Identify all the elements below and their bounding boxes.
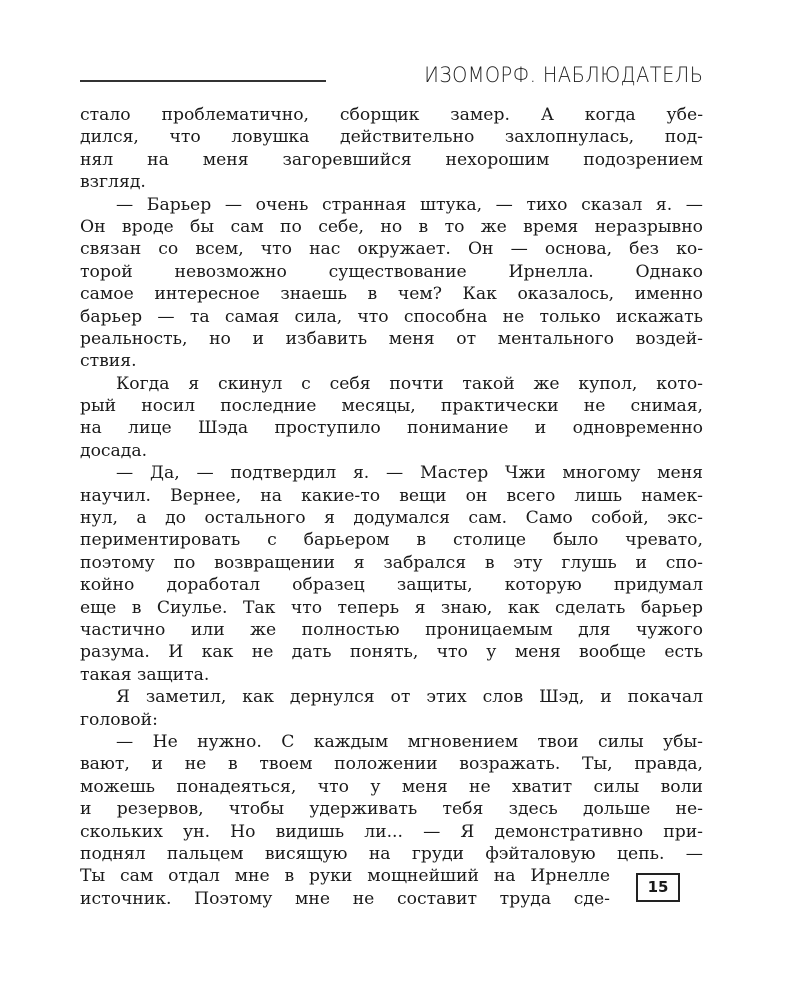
text-line: нял на меня загоревшийся нехорошим подозрением <box>80 149 703 170</box>
text-line: головой: <box>80 709 158 730</box>
text-line: самое интересное знаешь в чем? Как оказалось, именно <box>80 284 703 305</box>
text-line: реальность, но и избавить меня от ментального воздей- <box>80 328 703 349</box>
text-line: дился, что ловушка действительно захлопнулась, под- <box>80 127 703 148</box>
text-line: связан со всем, что нас окружает. Он — основа, без ко- <box>80 239 703 260</box>
text-line: источник. Поэтому мне не составит труда сде- <box>80 888 610 909</box>
text-line: Ты сам отдал мне в руки мощнейший на Ирнелле <box>80 866 610 887</box>
text-line: такая защита. <box>80 664 210 685</box>
text-line: — Барьер — очень странная штука, — тихо сказал я. — <box>116 194 703 215</box>
text-line: поднял пальцем висящую на груди фэйталовую цепь. — <box>80 843 703 864</box>
text-line: Он вроде бы сам по себе, но в то же время неразрывно <box>80 216 703 237</box>
text-line: поэтому по возвращении я забрался в эту глушь и спо- <box>80 552 703 573</box>
text-line: скольких ун. Но видишь ли... — Я демонстративно при- <box>80 821 703 842</box>
text-line: частично или же полностью проницаемым для чужого <box>80 619 703 640</box>
text-line: стало проблематично, сборщик замер. А когда убе- <box>80 105 703 125</box>
text-line: и резервов, чтобы удерживать тебя здесь дольше не- <box>80 799 703 820</box>
text-line: взгляд. <box>80 172 146 193</box>
text-line: — Да, — подтвердил я. — Мастер Чжи многому меня <box>116 463 703 484</box>
paragraph <box>80 462 703 686</box>
text-line: — Не нужно. С каждым мгновением твои силы убы- <box>116 731 703 752</box>
text-line: можешь понадеяться, что у меня не хватит силы воли <box>80 776 703 797</box>
text-line: досада. <box>80 440 148 461</box>
paragraph <box>80 194 703 373</box>
text-line: торой невозможно существование Ирнелла. Однако <box>80 261 703 282</box>
text-line: на лице Шэда проступило понимание и одновременно <box>80 418 703 439</box>
text-line: ствия. <box>80 351 137 372</box>
paragraph <box>80 731 703 910</box>
page-body-text <box>80 104 703 910</box>
text-line: койно доработал образец защиты, которую придумал <box>80 575 703 596</box>
paragraph <box>80 373 703 463</box>
text-line: научил. Вернее, на какие-то вещи он всего лишь намек- <box>80 485 703 506</box>
text-line: еще в Сиулье. Так что теперь я знаю, как сделать барьер <box>80 597 703 618</box>
text-line: барьер — та самая сила, что способна не только искажать <box>80 306 703 327</box>
running-title: ИЗОМОРФ. НАБЛЮДАТЕЛЬ <box>423 63 703 87</box>
text-line: Я заметил, как дернулся от этих слов Шэд, и покачал <box>116 687 703 708</box>
header-rule <box>80 80 326 82</box>
text-line: рый носил последние месяцы, практически не снимая, <box>80 396 703 417</box>
text-line: разума. И как не дать понять, что у меня вообще есть <box>80 642 703 663</box>
text-line: нул, а до остального я додумался сам. Само собой, экс- <box>80 508 703 529</box>
running-header <box>80 62 703 92</box>
text-line: Когда я скинул с себя почти такой же купол, кото- <box>116 373 703 394</box>
text-line: периментировать с барьером в столице было чревато, <box>80 530 703 551</box>
text-line: вают, и не в твоем положении возражать. Ты, правда, <box>80 754 703 775</box>
paragraph <box>80 686 703 731</box>
page-number: 15 <box>636 873 680 902</box>
paragraph <box>80 104 703 194</box>
